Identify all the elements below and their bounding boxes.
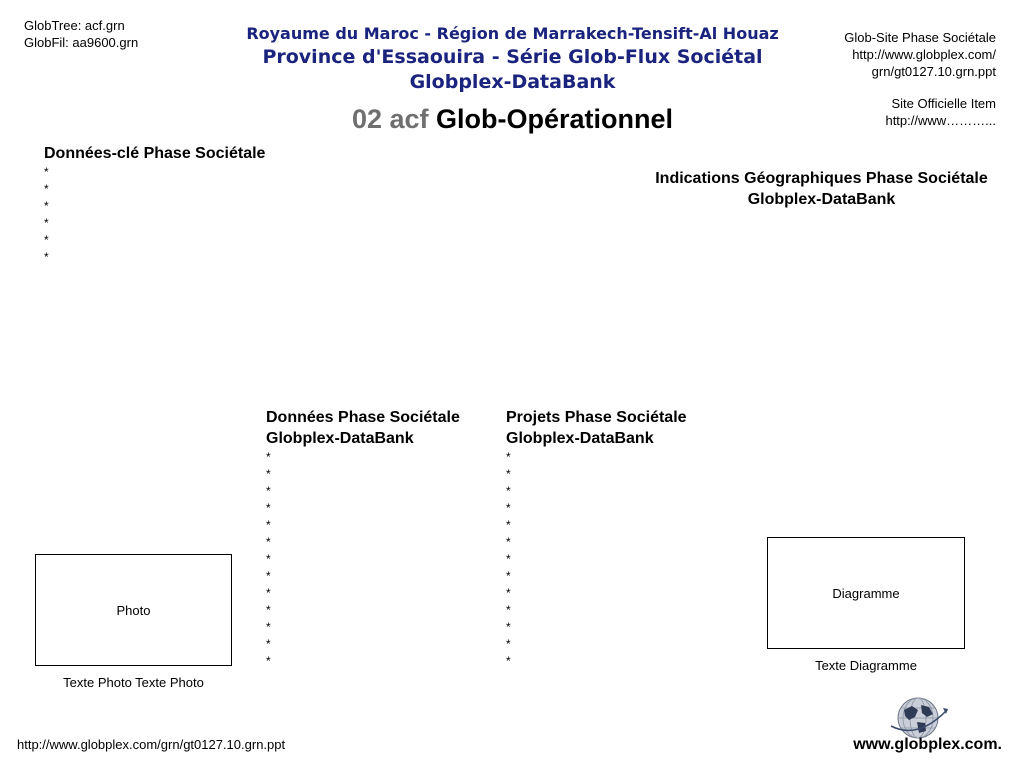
header-line-1: Royaume du Maroc - Région de Marrakech-Tensift-Al Houaz [246,24,779,43]
footer-site[interactable]: www.globplex.com. [853,736,1002,753]
projets-heading-2: Globplex-DataBank [506,430,654,447]
photo-label: Photo [116,602,151,618]
header-line-2: Province d'Essaouira - Série Glob-Flux Sociétal [262,46,763,68]
list-item: * [506,467,511,481]
site-officielle-label: Site Officielle Item [891,96,996,111]
list-item: * [506,501,511,515]
list-item: * [506,484,511,498]
donnees-cle-heading: Données-clé Phase Sociétale [44,145,266,162]
list-item: * [506,518,511,532]
list-item: * [44,233,49,247]
list-item: * [266,586,271,600]
list-item: * [44,165,49,179]
glob-site-info [844,29,996,80]
photo-placeholder [35,554,232,666]
globe-icon [888,696,950,740]
list-item: * [266,620,271,634]
page-title [230,102,795,136]
list-item: * [266,501,271,515]
globfil-label: GlobFil: aa9600.grn [24,35,139,50]
list-item: * [266,535,271,549]
glob-site-label: Glob-Site Phase Sociétale [844,30,996,45]
glob-site-url-2[interactable]: grn/gt0127.10.grn.ppt [871,64,996,79]
list-item: * [266,484,271,498]
globtree-label: GlobTree: acf.grn [24,18,125,33]
list-item: * [44,216,49,230]
donnees-heading-1: Données Phase Sociétale [266,409,460,426]
list-item: * [266,603,271,617]
list-item: * [506,603,511,617]
list-item: * [266,569,271,583]
title-main: Glob-Opérationnel [436,104,674,134]
glob-site-url-1[interactable]: http://www.globplex.com/ [852,47,996,62]
list-item: * [506,450,511,464]
donnees-section [266,407,460,670]
list-item: * [506,569,511,583]
list-item: * [506,552,511,566]
photo-caption: Texte Photo Texte Photo [63,675,204,690]
list-item: * [266,467,271,481]
list-item: * [266,450,271,464]
globtree-info [24,17,138,51]
projets-heading-1: Projets Phase Sociétale [506,409,687,426]
site-officielle-info [885,95,996,129]
list-item: * [266,654,271,668]
donnees-heading-2: Globplex-DataBank [266,430,414,447]
geo-heading-1: Indications Géographiques Phase Sociétale [655,170,988,187]
diagram-label: Diagramme [832,585,900,601]
donnees-cle-section [44,143,265,266]
title-prefix: 02 acf [351,104,429,134]
list-item: * [44,250,49,264]
list-item: * [266,637,271,651]
footer-url[interactable]: http://www.globplex.com/grn/gt0127.10.grn.ppt [17,737,286,752]
list-item: * [506,586,511,600]
list-item: * [266,518,271,532]
list-item: * [506,620,511,634]
diagram-placeholder [767,537,965,649]
list-item: * [506,654,511,668]
donnees-list [266,449,460,670]
donnees-cle-list [44,164,265,266]
geo-section [640,168,1003,210]
diagram-caption: Texte Diagramme [815,658,917,673]
projets-list [506,449,687,670]
list-item: * [266,552,271,566]
site-officielle-url[interactable]: http://www………... [885,113,996,128]
projets-section [506,407,687,670]
list-item: * [44,182,49,196]
list-item: * [44,199,49,213]
list-item: * [506,535,511,549]
geo-heading-2: Globplex-DataBank [747,191,896,208]
list-item: * [506,637,511,651]
header-line-3: Globplex-DataBank [409,71,616,93]
